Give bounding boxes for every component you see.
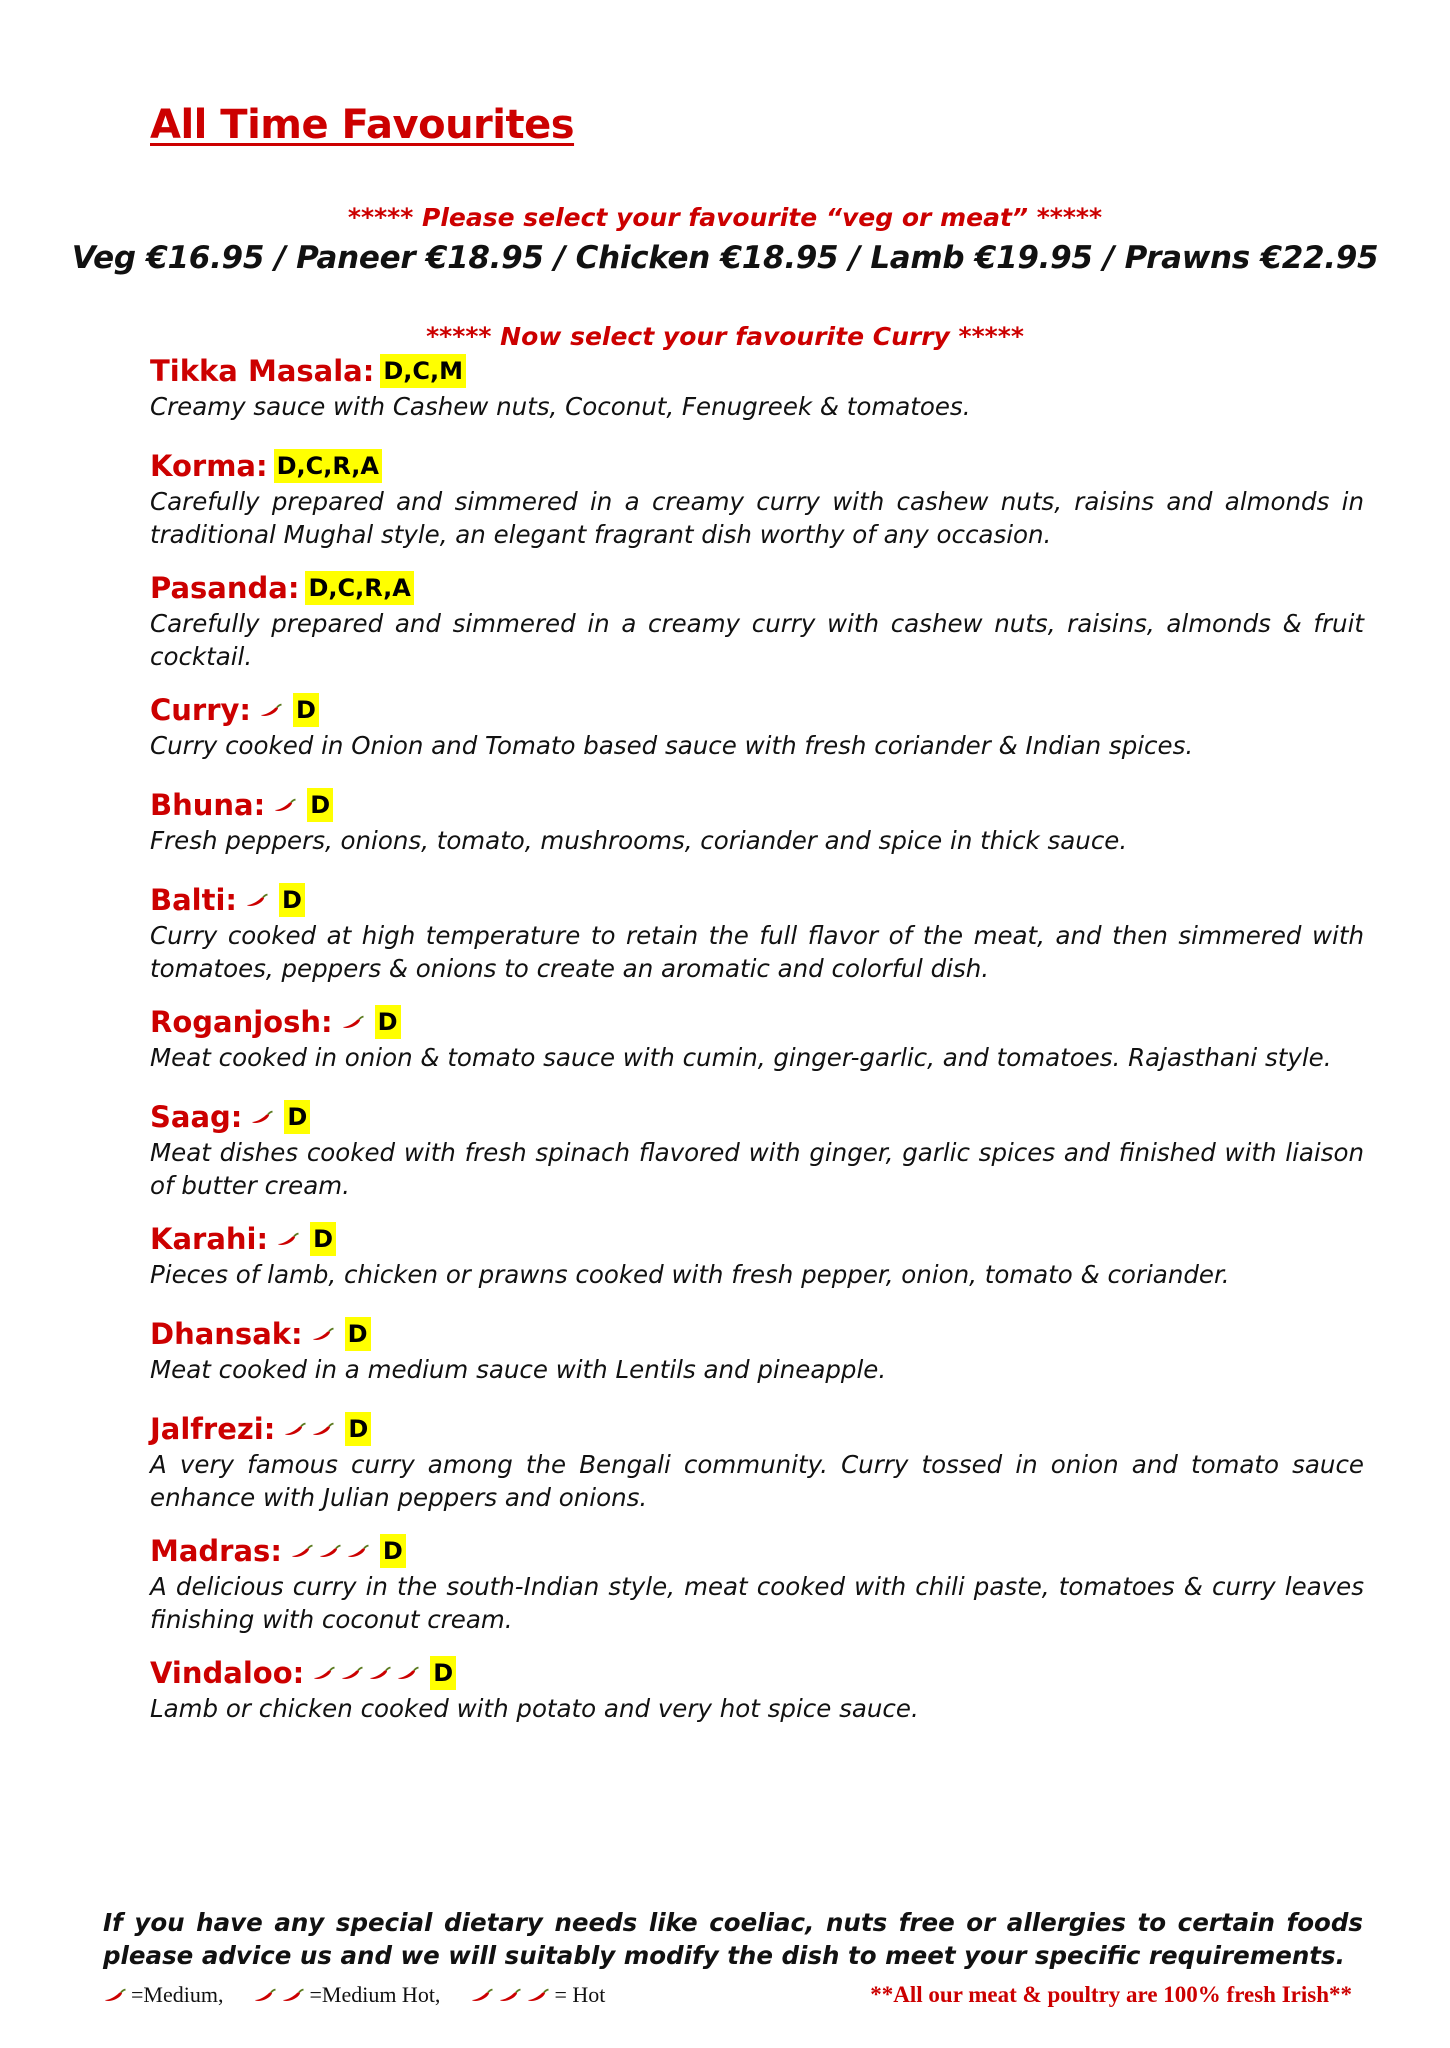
curry-name: Bhuna: [150, 788, 266, 822]
chili-pepper-icon [368, 1666, 392, 1680]
chili-pepper-icon [290, 1544, 314, 1558]
curry-name: Dhansak: [150, 1317, 303, 1351]
select-curry-note: ***** Now select your favourite Curry ***** [426, 322, 1024, 351]
chili-pepper-icon [283, 1422, 307, 1436]
spice-legend [103, 1982, 635, 2008]
curry-name: Korma: [150, 449, 268, 483]
allergen-badge: D [380, 1534, 406, 1568]
curry-description: Meat dishes cooked with fresh spinach flavored with ginger, garlic spices and finished with liaison of butter cream. [150, 1138, 1364, 1200]
page-title: All Time Favourites [150, 102, 575, 148]
curry-name-row [150, 569, 1364, 607]
curry-item [150, 1220, 1364, 1291]
curry-item [150, 569, 1364, 673]
spice-level [259, 703, 287, 717]
curry-name: Tikka Masala: [150, 354, 375, 388]
spice-level [283, 1422, 339, 1436]
allergen-badge: D [284, 1100, 310, 1134]
curry-description: Fresh peppers, onions, tomato, mushrooms, coriander and spice in thick sauce. [150, 826, 1128, 855]
allergen-badge: D [375, 1005, 401, 1039]
legend-item [253, 1982, 440, 2008]
curry-item [150, 1532, 1364, 1636]
curry-description: Meat cooked in onion & tomato sauce with cumin, ginger-garlic, and tomatoes. Rajasthani style. [150, 1043, 1332, 1072]
curry-name-row [150, 881, 1364, 919]
curry-name-row [150, 1532, 1364, 1570]
chili-pepper-icon [341, 1015, 365, 1029]
curry-name: Roganjosh: [150, 1005, 333, 1039]
curry-item [150, 352, 1364, 423]
allergen-badge: D [279, 883, 305, 917]
chili-pepper-icon [273, 798, 297, 812]
curry-name-row [150, 352, 1364, 390]
curry-name: Madras: [150, 1534, 282, 1568]
curry-item [150, 1098, 1364, 1202]
spice-level [273, 798, 301, 812]
curry-item [150, 1315, 1364, 1386]
spice-level [290, 1544, 374, 1558]
curry-item [150, 881, 1364, 985]
curry-description: Lamb or chicken cooked with potato and very hot spice sauce. [150, 1694, 919, 1723]
allergen-badge: D [307, 788, 333, 822]
curry-description: Pieces of lamb, chicken or prawns cooked with fresh pepper, onion, tomato & coriander. [150, 1260, 1230, 1289]
spice-level [312, 1666, 424, 1680]
allergen-badge: D [345, 1412, 371, 1446]
allergen-badge: D,C,R,A [305, 571, 413, 605]
curry-item [150, 1410, 1364, 1514]
chili-pepper-icon [281, 1988, 305, 2002]
chili-pepper-icon [259, 703, 283, 717]
spice-level [250, 1110, 278, 1124]
chili-pepper-icon [470, 1988, 494, 2002]
curry-description: Curry cooked at high temperature to retain the full flavor of the meat, and then simmered with tomatoes, peppers & onions to create an aromatic and colorful dish. [150, 921, 1364, 983]
select-meat-note: ***** Please select your favourite “veg or meat” ***** [347, 203, 1103, 232]
legend-item [103, 1982, 223, 2008]
chili-pepper-icon [396, 1666, 420, 1680]
chili-pepper-icon [318, 1544, 342, 1558]
allergen-badge: D,C,M [380, 354, 466, 388]
chili-pepper-icon [498, 1988, 522, 2002]
curry-name: Pasanda: [150, 571, 300, 605]
curry-item [150, 691, 1364, 762]
prices-line: Veg €16.95 / Paneer €18.95 / Chicken €18.95 / Lamb €19.95 / Prawns €22.95 [71, 240, 1379, 276]
curry-name-row [150, 1220, 1364, 1258]
spice-level [341, 1015, 369, 1029]
curry-description: Carefully prepared and simmered in a creamy curry with cashew nuts, raisins, almonds & fruit cocktail. [150, 609, 1364, 671]
chili-pepper-icon [245, 893, 269, 907]
curry-name: Jalfrezi: [150, 1412, 276, 1446]
curry-list [150, 352, 1364, 1749]
curry-name-row [150, 1003, 1364, 1041]
allergen-badge: D [293, 693, 319, 727]
curry-name-row [150, 691, 1364, 729]
allergen-badge: D [345, 1317, 371, 1351]
curry-item [150, 786, 1364, 857]
allergen-badge: D [430, 1656, 456, 1690]
curry-name-row [150, 1315, 1364, 1353]
chili-pepper-icon [103, 1988, 127, 2002]
chili-pepper-icon [253, 1988, 277, 2002]
curry-name: Saag: [150, 1100, 243, 1134]
curry-name: Karahi: [150, 1222, 269, 1256]
chili-pepper-icon [276, 1232, 300, 1246]
curry-name-row [150, 447, 1364, 485]
curry-description: Creamy sauce with Cashew nuts, Coconut, Fenugreek & tomatoes. [150, 392, 971, 421]
legend-label: =Medium Hot, [309, 1982, 441, 2007]
curry-item [150, 1654, 1364, 1725]
chili-pepper-icon [312, 1666, 336, 1680]
chili-pepper-icon [340, 1666, 364, 1680]
curry-name: Curry: [150, 693, 252, 727]
allergen-badge: D [310, 1222, 336, 1256]
legend-label: = Hot [554, 1982, 606, 2007]
curry-item [150, 1003, 1364, 1074]
chili-pepper-icon [346, 1544, 370, 1558]
legend-item [470, 1982, 605, 2008]
allergen-badge: D,C,R,A [274, 449, 382, 483]
curry-name-row [150, 786, 1364, 824]
curry-name: Vindaloo: [150, 1656, 305, 1690]
chili-pepper-icon [311, 1422, 335, 1436]
curry-description: A delicious curry in the south-Indian style, meat cooked with chili paste, tomatoes & curry leaves finishing with coconut cream. [150, 1572, 1364, 1634]
curry-name-row [150, 1410, 1364, 1448]
curry-item [150, 447, 1364, 551]
curry-name-row [150, 1654, 1364, 1692]
curry-description: Meat cooked in a medium sauce with Lentils and pineapple. [150, 1355, 887, 1384]
spice-level [276, 1232, 304, 1246]
chili-pepper-icon [250, 1110, 274, 1124]
chili-pepper-icon [526, 1988, 550, 2002]
dietary-note: If you have any special dietary needs like coeliac, nuts free or allergies to certain foods please advice us and we will suitably modify the dish to meet your specific requirements. [103, 1908, 1363, 1970]
curry-description: Carefully prepared and simmered in a creamy curry with cashew nuts, raisins and almonds in traditional Mughal style, an elegant fragrant dish worthy of any occasion. [150, 487, 1364, 549]
curry-description: Curry cooked in Onion and Tomato based sauce with fresh coriander & Indian spices. [150, 731, 1194, 760]
curry-name-row [150, 1098, 1364, 1136]
curry-name: Balti: [150, 883, 238, 917]
legend-label: =Medium, [131, 1982, 224, 2007]
spice-level [245, 893, 273, 907]
spice-level [311, 1327, 339, 1341]
chili-pepper-icon [311, 1327, 335, 1341]
fresh-meat-note: **All our meat & poultry are 100% fresh Irish** [870, 1982, 1352, 2007]
curry-description: A very famous curry among the Bengali community. Curry tossed in onion and tomato sauce enhance with Julian peppers and onions. [150, 1450, 1364, 1512]
